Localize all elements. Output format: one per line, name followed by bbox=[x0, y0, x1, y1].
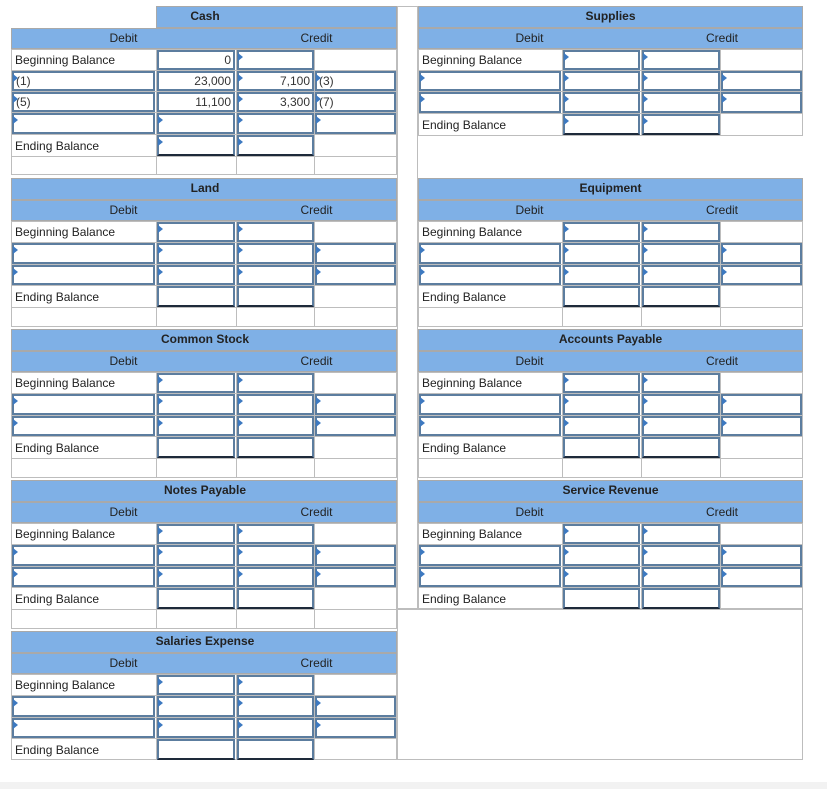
land-beginning-credit-input[interactable] bbox=[237, 222, 314, 242]
column-gap bbox=[397, 6, 418, 609]
land-title: Land bbox=[190, 181, 220, 195]
service-revenue-credit-header: Credit bbox=[705, 505, 738, 519]
service-revenue-row1-credit-input[interactable] bbox=[642, 545, 720, 566]
salaries-expense-row2-credit-input[interactable] bbox=[237, 718, 314, 738]
accounts-payable-row1-ref-select[interactable] bbox=[419, 394, 561, 415]
accounts-payable-title: Accounts Payable bbox=[558, 332, 663, 346]
service-revenue-ending-balance-label: Ending Balance bbox=[422, 592, 507, 606]
salaries-expense-row1-credit-ref-select[interactable] bbox=[315, 696, 396, 717]
accounts-payable-beginning-debit-input[interactable] bbox=[563, 373, 640, 393]
salaries-expense-title: Salaries Expense bbox=[155, 634, 255, 648]
notes-payable-row1-credit-input[interactable] bbox=[237, 545, 314, 566]
accounts-payable-row1-credit-ref-select[interactable] bbox=[721, 394, 802, 415]
equipment-row2-ref-select[interactable] bbox=[419, 265, 561, 285]
salaries-expense-row2-debit-input[interactable] bbox=[157, 718, 235, 738]
accounts-payable-beginning-credit-input[interactable] bbox=[642, 373, 720, 393]
land-row2-credit-input[interactable] bbox=[237, 265, 314, 285]
cash-beginning-balance-label: Beginning Balance bbox=[15, 53, 116, 67]
cash-row2-credit-input[interactable] bbox=[237, 92, 314, 112]
notes-payable-row2-credit-ref-select[interactable] bbox=[315, 567, 396, 587]
common-stock-row1-debit-input[interactable] bbox=[157, 394, 235, 415]
cash-ending-credit-input[interactable] bbox=[237, 135, 314, 156]
supplies-row1-ref-select[interactable] bbox=[419, 71, 561, 91]
accounts-payable-debit-header: Debit bbox=[515, 354, 544, 368]
equipment-debit-header: Debit bbox=[515, 203, 544, 217]
salaries-expense-beginning-balance-label: Beginning Balance bbox=[15, 678, 116, 692]
supplies-row2-debit-input[interactable] bbox=[563, 92, 640, 113]
supplies-row2-credit-input[interactable] bbox=[642, 92, 720, 113]
salaries-expense-beginning-debit-input[interactable] bbox=[157, 675, 235, 695]
page-footer-strip bbox=[0, 782, 827, 789]
cash-ending-balance-label: Ending Balance bbox=[15, 139, 100, 153]
equipment-credit-header: Credit bbox=[705, 203, 738, 217]
notes-payable-beginning-debit-input[interactable] bbox=[157, 524, 235, 544]
service-revenue-ending-debit-input[interactable] bbox=[563, 588, 640, 609]
common-stock-credit-header: Credit bbox=[300, 354, 333, 368]
supplies-beginning-debit-input[interactable] bbox=[563, 50, 640, 70]
equipment-row1-debit-input[interactable] bbox=[563, 243, 640, 264]
equipment-ending-credit-input[interactable] bbox=[642, 286, 720, 307]
equipment-row2-credit-ref-select[interactable] bbox=[721, 265, 802, 285]
equipment-title: Equipment bbox=[579, 181, 642, 195]
land-row1-credit-ref-select[interactable] bbox=[315, 243, 396, 264]
common-stock-ending-credit-input[interactable] bbox=[237, 437, 314, 458]
equipment-row2-debit-input[interactable] bbox=[563, 265, 640, 285]
salaries-expense-ending-balance-label: Ending Balance bbox=[15, 743, 100, 757]
salaries-expense-debit-header: Debit bbox=[109, 656, 138, 670]
service-revenue-beginning-credit-input[interactable] bbox=[642, 524, 720, 544]
land-ending-credit-input[interactable] bbox=[237, 286, 314, 307]
accounts-payable-beginning-balance-label: Beginning Balance bbox=[422, 376, 523, 390]
service-revenue-row1-ref-select[interactable] bbox=[419, 545, 561, 566]
salaries-expense-ending-credit-input[interactable] bbox=[237, 739, 314, 760]
equipment-beginning-credit-input[interactable] bbox=[642, 222, 720, 242]
salaries-expense-beginning-credit-input[interactable] bbox=[237, 675, 314, 695]
salaries-expense-row1-ref-select[interactable] bbox=[12, 696, 155, 717]
cash-row3-credit-ref-select[interactable] bbox=[315, 113, 396, 134]
common-stock-beginning-credit-input[interactable] bbox=[237, 373, 314, 393]
notes-payable-row1-ref-select[interactable] bbox=[12, 545, 155, 566]
accounts-payable-row1-debit-input[interactable] bbox=[563, 394, 640, 415]
land-row1-credit-input[interactable] bbox=[237, 243, 314, 264]
salaries-expense-row1-credit-input[interactable] bbox=[237, 696, 314, 717]
accounts-payable-ending-balance-label: Ending Balance bbox=[422, 441, 507, 455]
equipment-beginning-debit-input[interactable] bbox=[563, 222, 640, 242]
notes-payable-row1-credit-ref-select[interactable] bbox=[315, 545, 396, 566]
common-stock-row2-debit-input[interactable] bbox=[157, 416, 235, 436]
cash-row3-debit-input[interactable] bbox=[157, 113, 235, 134]
equipment-row1-ref-select[interactable] bbox=[419, 243, 561, 264]
land-beginning-balance-label: Beginning Balance bbox=[15, 225, 116, 239]
land-row2-credit-ref-select[interactable] bbox=[315, 265, 396, 285]
land-beginning-debit-input[interactable] bbox=[157, 222, 235, 242]
accounts-payable-row2-credit-input[interactable] bbox=[642, 416, 720, 436]
cash-row2-credit-ref-select[interactable] bbox=[315, 92, 396, 112]
empty-grid-area bbox=[397, 609, 803, 760]
accounts-payable-ending-credit-input[interactable] bbox=[642, 437, 720, 458]
common-stock-row1-ref-select[interactable] bbox=[12, 394, 155, 415]
accounts-payable-row1-credit-input[interactable] bbox=[642, 394, 720, 415]
supplies-ending-balance-label: Ending Balance bbox=[422, 118, 507, 132]
cash-row2-ref-select[interactable] bbox=[12, 92, 155, 112]
common-stock-beginning-debit-input[interactable] bbox=[157, 373, 235, 393]
notes-payable-row2-debit-input[interactable] bbox=[157, 567, 235, 587]
notes-payable-ending-debit-input[interactable] bbox=[157, 588, 235, 609]
accounts-payable-row2-debit-input[interactable] bbox=[563, 416, 640, 436]
cash-row1-credit-ref-select[interactable] bbox=[315, 71, 396, 91]
cash-row2-debit-input[interactable] bbox=[157, 92, 235, 112]
equipment-row1-credit-input[interactable] bbox=[642, 243, 720, 264]
service-revenue-row2-credit-input[interactable] bbox=[642, 567, 720, 587]
cash-row3-ref-select[interactable] bbox=[12, 113, 155, 134]
supplies-row1-credit-input[interactable] bbox=[642, 71, 720, 91]
notes-payable-beginning-credit-input[interactable] bbox=[237, 524, 314, 544]
cash-debit-header: Debit bbox=[109, 31, 138, 45]
supplies-row2-ref-select[interactable] bbox=[419, 92, 561, 113]
salaries-expense-credit-header: Credit bbox=[300, 656, 333, 670]
supplies-debit-header: Debit bbox=[515, 31, 544, 45]
supplies-ending-debit-input[interactable] bbox=[563, 114, 640, 135]
common-stock-row1-credit-ref-select[interactable] bbox=[315, 394, 396, 415]
service-revenue-row1-debit-input[interactable] bbox=[563, 545, 640, 566]
notes-payable-ending-balance-label: Ending Balance bbox=[15, 592, 100, 606]
notes-payable-debit-header: Debit bbox=[109, 505, 138, 519]
common-stock-row2-credit-input[interactable] bbox=[237, 416, 314, 436]
common-stock-debit-header: Debit bbox=[109, 354, 138, 368]
service-revenue-title: Service Revenue bbox=[562, 483, 659, 497]
accounts-payable-ending-debit-input[interactable] bbox=[563, 437, 640, 458]
notes-payable-beginning-balance-label: Beginning Balance bbox=[15, 527, 116, 541]
cash-beginning-debit-input[interactable] bbox=[157, 50, 235, 70]
land-row2-ref-select[interactable] bbox=[12, 265, 155, 285]
equipment-beginning-balance-label: Beginning Balance bbox=[422, 225, 523, 239]
common-stock-ending-debit-input[interactable] bbox=[157, 437, 235, 458]
salaries-expense-row2-ref-select[interactable] bbox=[12, 718, 155, 738]
supplies-ending-credit-input[interactable] bbox=[642, 114, 720, 135]
service-revenue-ending-credit-input[interactable] bbox=[642, 588, 720, 609]
service-revenue-row2-credit-ref-select[interactable] bbox=[721, 567, 802, 587]
supplies-title: Supplies bbox=[585, 9, 636, 23]
cash-row3-credit-input[interactable] bbox=[237, 113, 314, 134]
cash-title: Cash bbox=[190, 9, 220, 23]
supplies-row1-debit-input[interactable] bbox=[563, 71, 640, 91]
supplies-credit-header: Credit bbox=[705, 31, 738, 45]
supplies-beginning-credit-input[interactable] bbox=[642, 50, 720, 70]
common-stock-row2-ref-select[interactable] bbox=[12, 416, 155, 436]
notes-payable-row1-debit-input[interactable] bbox=[157, 545, 235, 566]
land-credit-header: Credit bbox=[300, 203, 333, 217]
cash-row1-ref-select[interactable] bbox=[12, 71, 155, 91]
supplies-row1-credit-ref-select[interactable] bbox=[721, 71, 802, 91]
supplies-beginning-balance-label: Beginning Balance bbox=[422, 53, 523, 67]
notes-payable-row2-ref-select[interactable] bbox=[12, 567, 155, 587]
land-ending-debit-input[interactable] bbox=[157, 286, 235, 307]
salaries-expense-ending-debit-input[interactable] bbox=[157, 739, 235, 760]
notes-payable-row2-credit-input[interactable] bbox=[237, 567, 314, 587]
notes-payable-title: Notes Payable bbox=[163, 483, 247, 497]
common-stock-beginning-balance-label: Beginning Balance bbox=[15, 376, 116, 390]
accounts-payable-credit-header: Credit bbox=[705, 354, 738, 368]
cash-beginning-credit-input[interactable] bbox=[237, 50, 314, 70]
notes-payable-credit-header: Credit bbox=[300, 505, 333, 519]
cash-row1-credit-input[interactable] bbox=[237, 71, 314, 91]
cash-credit-header: Credit bbox=[300, 31, 333, 45]
land-row1-ref-select[interactable] bbox=[12, 243, 155, 264]
accounts-payable-row2-credit-ref-select[interactable] bbox=[721, 416, 802, 436]
notes-payable-ending-credit-input[interactable] bbox=[237, 588, 314, 609]
accounts-payable-row2-ref-select[interactable] bbox=[419, 416, 561, 436]
equipment-row1-credit-ref-select[interactable] bbox=[721, 243, 802, 264]
land-row1-debit-input[interactable] bbox=[157, 243, 235, 264]
land-ending-balance-label: Ending Balance bbox=[15, 290, 100, 304]
equipment-row2-credit-input[interactable] bbox=[642, 265, 720, 285]
land-debit-header: Debit bbox=[109, 203, 138, 217]
equipment-ending-debit-input[interactable] bbox=[563, 286, 640, 307]
salaries-expense-row1-debit-input[interactable] bbox=[157, 696, 235, 717]
land-row2-debit-input[interactable] bbox=[157, 265, 235, 285]
common-stock-row2-credit-ref-select[interactable] bbox=[315, 416, 396, 436]
common-stock-ending-balance-label: Ending Balance bbox=[15, 441, 100, 455]
service-revenue-row2-ref-select[interactable] bbox=[419, 567, 561, 587]
cash-ending-debit-input[interactable] bbox=[157, 135, 235, 156]
common-stock-row1-credit-input[interactable] bbox=[237, 394, 314, 415]
service-revenue-beginning-balance-label: Beginning Balance bbox=[422, 527, 523, 541]
cash-row1-debit-input[interactable] bbox=[157, 71, 235, 91]
common-stock-title: Common Stock bbox=[160, 332, 249, 346]
supplies-row2-credit-ref-select[interactable] bbox=[721, 92, 802, 113]
service-revenue-row2-debit-input[interactable] bbox=[563, 567, 640, 587]
service-revenue-debit-header: Debit bbox=[515, 505, 544, 519]
service-revenue-beginning-debit-input[interactable] bbox=[563, 524, 640, 544]
salaries-expense-row2-credit-ref-select[interactable] bbox=[315, 718, 396, 738]
service-revenue-row1-credit-ref-select[interactable] bbox=[721, 545, 802, 566]
equipment-ending-balance-label: Ending Balance bbox=[422, 290, 507, 304]
